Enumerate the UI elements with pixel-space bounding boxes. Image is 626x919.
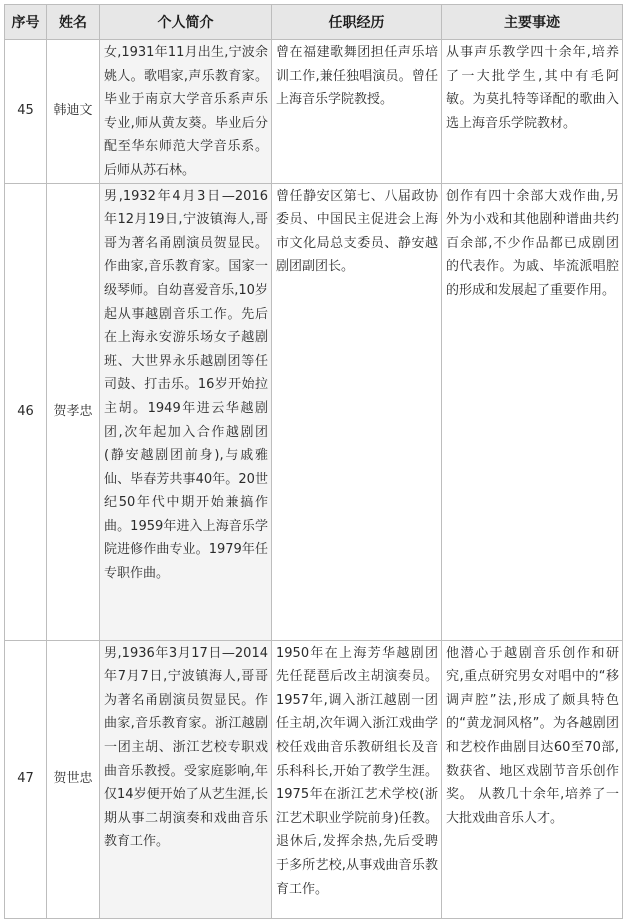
row-number: 46 — [5, 183, 47, 640]
row-bio: 女,1931年11月出生,宁波余姚人。歌唱家,声乐教育家。毕业于南京大学音乐系声乐专业,师从黄友葵。毕业后分配至华东师范大学音乐系。后师从苏石林。 — [100, 40, 272, 184]
row-deeds: 从事声乐教学四十余年,培养了一大批学生,其中有毛阿敏。为莫扎特等译配的歌曲入选上海音乐学院教材。 — [442, 40, 623, 184]
row-number: 45 — [5, 40, 47, 184]
row-deeds: 创作有四十余部大戏作曲,另外为小戏和其他剧种谱曲共约百余部,不少作品都已成剧团的代表作。为戚、毕流派唱腔的形成和发展起了重要作用。 — [442, 183, 623, 640]
table-row — [5, 640, 623, 918]
table-row — [5, 40, 623, 184]
header-deeds: 主要事迹 — [442, 5, 623, 40]
row-name: 韩迪文 — [47, 40, 100, 184]
row-deeds: 他潜心于越剧音乐创作和研究,重点研究男女对唱中的“移调声腔”法,形成了颇具特色的“黄龙洞风格”。为各越剧团和艺校作曲剧目达60至70部,数获省、地区戏剧节音乐创作奖。 从教几十余年,培养了一大批戏曲音乐人才。 — [442, 640, 623, 918]
row-career: 曾在福建歌舞团担任声乐培训工作,兼任独唱演员。曾任上海音乐学院教授。 — [272, 40, 442, 184]
row-bio: 男,1932年4月3日—2016年12月19日,宁波镇海人,哥哥为著名甬剧演员贺显民。作曲家,音乐教育家。国家一级琴师。自幼喜爱音乐,10岁起从事越剧音乐工作。先后在上海永安游乐场女子越剧班、大世界永乐越剧团等任司鼓、打击乐。16岁开始拉主胡。1949年进云华越剧团,次年起加入合作越剧团(静安越剧团前身),与戚雅仙、毕春芳共事40年。20世纪50年代中期开始兼搞作曲。1959年进入上海音乐学院进修作曲专业。1979年任专职作曲。 — [100, 183, 272, 640]
header-number: 序号 — [5, 5, 47, 40]
header-career: 任职经历 — [272, 5, 442, 40]
row-number: 47 — [5, 640, 47, 918]
row-name: 贺孝忠 — [47, 183, 100, 640]
row-name: 贺世忠 — [47, 640, 100, 918]
row-career: 曾任静安区第七、八届政协委员、中国民主促进会上海市文化局总支委员、静安越剧团副团长。 — [272, 183, 442, 640]
row-career: 1950年在上海芳华越剧团先任琵琶后改主胡演奏员。1957年,调入浙江越剧一团任主胡,次年调入浙江戏曲学校任戏曲音乐教研组长及音乐科科长,开始了教学生涯。1975年在浙江艺术学校(浙江艺术职业学院前身)任教。退休后,发挥余热,先后受聘于多所艺校,从事戏曲音乐教育工作。 — [272, 640, 442, 918]
header-bio: 个人简介 — [100, 5, 272, 40]
header-row — [5, 5, 623, 40]
header-name: 姓名 — [47, 5, 100, 40]
row-bio: 男,1936年3月17日—2014年7月7日,宁波镇海人,哥哥为著名甬剧演员贺显民。作曲家,音乐教育家。浙江越剧一团主胡、浙江艺校专职戏曲音乐教授。受家庭影响,年仅14岁便开始了从艺生涯,长期从事二胡演奏和戏曲音乐教育工作。 — [100, 640, 272, 918]
table-row — [5, 183, 623, 640]
biography-table — [4, 4, 623, 919]
